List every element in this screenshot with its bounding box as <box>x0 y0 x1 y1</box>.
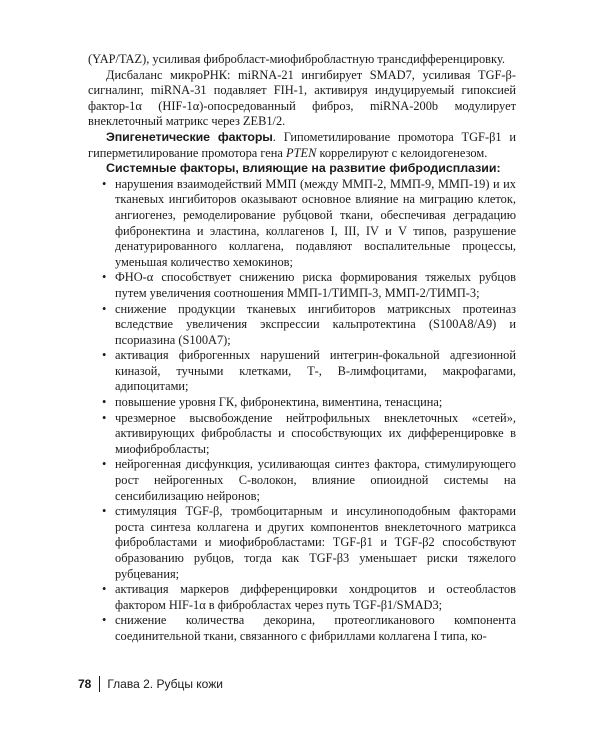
list-item: • нарушения взаимодействий ММП (между ММП-2, ММП-9, ММП-19) и их тканевых ингибиторов оказывают основное влияние на миграцию клеток, ангиогенез, ремоделирование рубцовой ткани, обеспечивая деградацию фибронектина и эластина, коллагенов I, III, IV и V типов, разрушение денатурированного коллагена, подавляют воспалительные процессы, уменьшая количество хемокинов; <box>88 177 516 271</box>
epigenetic-gene: PTEN <box>286 145 317 160</box>
chapter-title: Глава 2. Рубцы кожи <box>107 677 223 691</box>
list-item: • снижение количества декорина, протеогликанового компонента соединительной ткани, связанного с фибриллами коллагена I типа, ко- <box>88 613 516 644</box>
page-content <box>88 52 516 645</box>
list-item: • стимуляция TGF-β, тромбоцитарным и инсулиноподобным факторами роста синтеза коллагена и других компонентов внеклеточного матрикса фибробластами и миофибробластами: TGF-β1 и TGF-β2 способствуют образованию рубцов, тогда как TGF-β3 уменьшает риски тяжелого рубцевания; <box>88 504 516 582</box>
list-item: • чрезмерное высвобождение нейтрофильных внеклеточных «сетей», активирующих фибробласты и способствующих их дифференцировке в миофибробласты; <box>88 411 516 458</box>
epigenetic-text-1: . Гипометилирование промотора TGF-β1 и гиперметилирование промотора гена <box>88 129 517 160</box>
list-item: • ФНО-α способствует снижению риска формирования тяжелых рубцов путем увеличения соотношения ММП-1/ТИМП-3, ММП-2/ТИМП-3; <box>88 270 516 301</box>
systemic-factors-heading: Системные факторы, влияющие на развитие фибродисплазии: <box>106 161 501 176</box>
paragraph-epigenetic <box>88 130 516 161</box>
paragraph-continuation: (YAP/TAZ), усиливая фибробласт-миофибробластную трансдифференцировку. <box>88 52 505 66</box>
footer-divider <box>99 676 100 692</box>
list-item: • активация фиброгенных нарушений интегрин-фокальной адгезионной киназой, тучными клетками, Т-, В-лимфоцитами, макрофагами, адипоцитами; <box>88 348 516 395</box>
list-item: • активация маркеров дифференцировки хондроцитов и остеобластов фактором HIF-1α в фибробластах через путь TGF-β1/SMAD3; <box>88 582 516 613</box>
list-item: • нейрогенная дисфункция, усиливающая синтез фактора, стимулирующего рост нейрогенных С-волокон, влияние опиоидной системы на сенсибилизацию нейронов; <box>88 457 516 504</box>
epigenetic-text-2: коррелируют с келоидогенезом. <box>316 145 488 160</box>
page-footer <box>78 676 223 692</box>
list-item: • повышение уровня ГК, фибронектина, виментина, тенасцина; <box>88 395 516 411</box>
epigenetic-label: Эпигенетические факторы <box>106 129 273 144</box>
page-number: 78 <box>78 677 92 691</box>
list-item: • снижение продукции тканевых ингибиторов матриксных протеиназ вследствие увеличения экспрессии кальпротектина (S100A8/A9) и псориазина (S100A7); <box>88 302 516 349</box>
paragraph-mirna: Дисбаланс микроРНК: miRNA-21 ингибирует SMAD7, усиливая TGF-β-сигналинг, miRNA-31 подавляет FIH-1, активируя индуцируемый гипоксией фактор-1α (HIF-1α)-опосредованный фиброз, miRNA-200b модулирует внеклеточный матрикс через ZEB1/2. <box>88 67 516 129</box>
systemic-factors-list <box>88 177 516 645</box>
